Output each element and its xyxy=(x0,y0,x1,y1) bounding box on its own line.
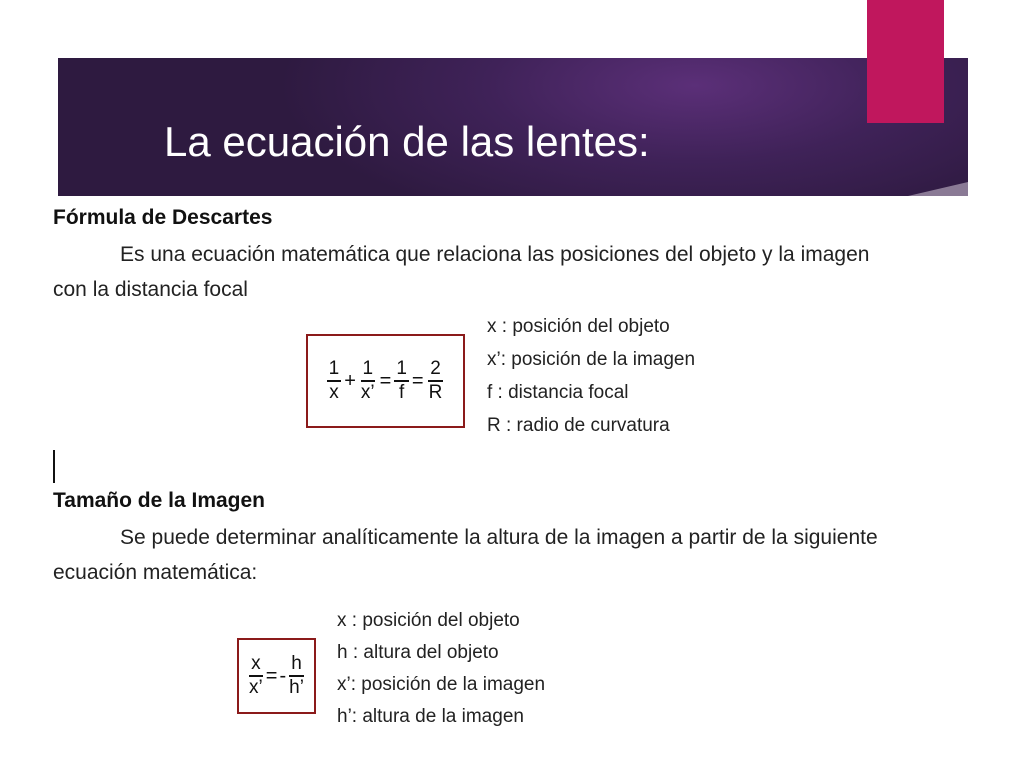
fraction xyxy=(327,358,342,404)
plus-sign: + xyxy=(344,369,356,392)
paragraph-line: con la distancia focal xyxy=(53,278,248,301)
variable-legend xyxy=(337,605,545,733)
minus-sign: - xyxy=(279,664,287,687)
text-cursor xyxy=(53,450,55,483)
numerator: h xyxy=(289,653,304,677)
legend-item: R : radio de curvatura xyxy=(487,415,670,436)
numerator: x xyxy=(249,653,263,677)
numerator: 2 xyxy=(428,358,443,382)
equals-sign: = xyxy=(411,369,424,392)
magnification-equation-box xyxy=(237,638,316,714)
legend-item: x’: posición de la imagen xyxy=(337,674,546,695)
numerator: 1 xyxy=(394,358,409,382)
numerator: 1 xyxy=(361,358,376,382)
fraction xyxy=(247,653,265,699)
legend-item: x’: posición de la imagen xyxy=(487,349,696,370)
denominator: x’ xyxy=(360,382,375,403)
fraction xyxy=(394,358,409,404)
denominator: R xyxy=(428,382,443,403)
denominator: x’ xyxy=(249,677,263,698)
paragraph-line: Se puede determinar analíticamente la altura de la imagen a partir de la siguiente xyxy=(120,526,878,549)
fraction xyxy=(427,358,445,404)
paragraph-line: Es una ecuación matemática que relaciona las posiciones del objeto y la imagen xyxy=(120,243,870,266)
legend-item: h : altura del objeto xyxy=(337,642,499,663)
legend-item: x : posición del objeto xyxy=(487,316,670,337)
denominator: h’ xyxy=(289,677,304,698)
fraction xyxy=(287,653,306,699)
equals-sign: = xyxy=(265,664,278,687)
accent-block xyxy=(867,0,944,123)
section-heading-image-size: Tamaño de la Imagen xyxy=(53,489,265,512)
lens-equation-box xyxy=(306,334,465,428)
numerator: 1 xyxy=(327,358,342,382)
legend-item: h’: altura de la imagen xyxy=(337,706,524,727)
fraction xyxy=(359,358,377,404)
section-heading-descartes: Fórmula de Descartes xyxy=(53,206,273,229)
denominator: f xyxy=(398,382,405,403)
banner-fold xyxy=(908,182,968,196)
legend-item: x : posición del objeto xyxy=(337,610,520,631)
slide-title: La ecuación de las lentes: xyxy=(164,118,650,165)
equals-sign: = xyxy=(379,369,392,392)
paragraph-line: ecuación matemática: xyxy=(53,561,258,584)
variable-legend xyxy=(487,310,695,442)
legend-item: f : distancia focal xyxy=(487,382,629,403)
denominator: x xyxy=(329,382,339,403)
